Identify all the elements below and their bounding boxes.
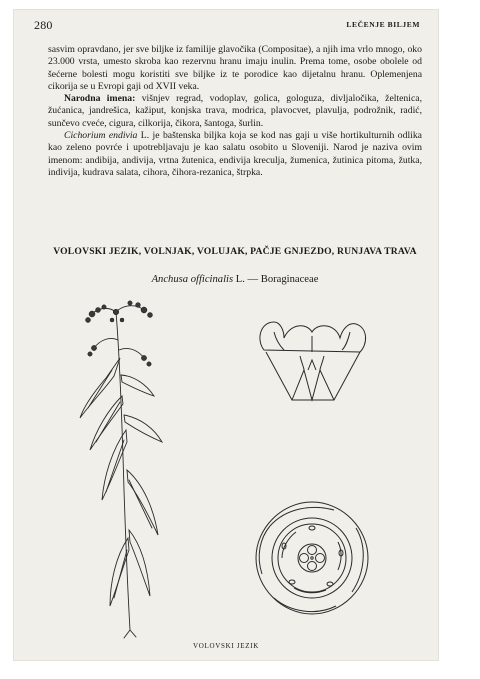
endivia-latin-name: Cichorium endivia <box>64 130 138 142</box>
running-title: LEČENJE BILJEM <box>346 20 420 29</box>
plant-illustration <box>54 300 184 640</box>
endivia-text: L. je baštenska biljka koja se kod nas gaji u više hortikulturnih odlika kao zeleno povrće i upotrebljavaju je kao salatu osobito u Sloveniji. Narod je naziva ovim imenom: andibija, andivija, vrtna žutenica, endivija kreculja, žumenica, žutinica pitoma, žutka, indivija, kudrava salata, cihora, čihora-rezanica, štrpka. <box>48 130 422 178</box>
flower-section-illustration <box>254 310 374 410</box>
paragraph-endivia <box>48 130 422 179</box>
figure-caption: VOLOVSKI JEZIK <box>193 642 259 650</box>
body-text <box>48 44 422 179</box>
paragraph-compositae: sasvim opravdano, jer sve biljke iz familije glavočika (Compositae), a njih ima vrlo mnogo, oko 23.000 vrsta, umesto skroba kao rezervnu hranu imaju inulin. Prema tome, osobe obolele od šećerne bolesti mogu koristiti sve biljke iz te porodice kao dijetalnu hranu. Oplemenjena cikorija se u Evropi gaji od XVII veka. <box>48 44 422 92</box>
paragraph-folk-names <box>48 93 422 130</box>
latin-species-name: Anchusa officinalis <box>151 274 234 285</box>
floral-diagram-illustration <box>252 498 372 618</box>
page-number: 280 <box>34 18 53 32</box>
folk-names-label: Narodna imena: <box>64 93 136 105</box>
book-page <box>14 10 438 660</box>
section-title: VOLOVSKI JEZIK, VOLNJAK, VOLUJAK, PAČJE GNJEZDO, RUNJAVA TRAVA <box>53 246 417 257</box>
latin-family-name: L. — Boraginaceae <box>233 274 319 285</box>
folk-names-text: višnjev regrad, vodoplav, golica, gologuza, divljaločika, želtenica, žućanica, jandrešica, kažiput, konjska trava, modrica, plavocvet, plavulja, podrožnik, radić, sunčevo cveće, cigura, cilkorija, čikora, šantoga, šurlin. <box>48 93 422 129</box>
latin-name-line <box>48 274 422 285</box>
